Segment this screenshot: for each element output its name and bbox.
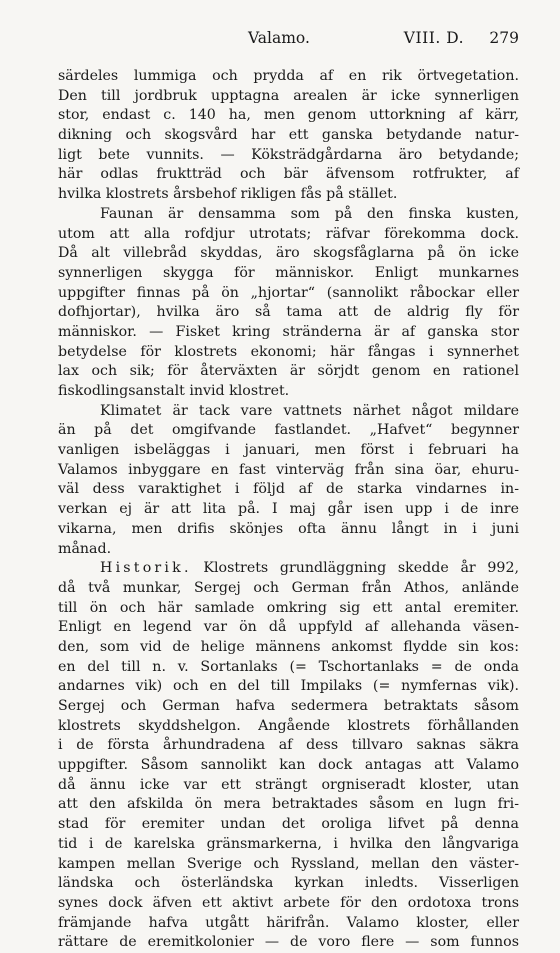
text-line: uppgifter. Såsom sannolikt kan dock antagas att Valamo — [58, 757, 519, 774]
text-line: lax och sik; för återväxten är sörjdt genom en rationel — [58, 363, 519, 380]
text-line: dikning och skogsvård har ett ganska betydande natur- — [58, 127, 519, 144]
text-line: månad. — [58, 540, 112, 557]
text-line: andarnes vik) och en del till Impilaks (= nymfernas vik). — [58, 678, 519, 695]
text-line: vikarna, men drifis skönjes ofta ännu långt in i juni — [58, 520, 519, 537]
text-line: till ön och här samlade omkring sig ett antal eremiter. — [58, 599, 519, 616]
text-line: verkan ej är att lita på. I maj går isen upp i de inre — [58, 501, 519, 518]
text-line: synnerligen skygga för människor. Enligt munkarnes — [58, 264, 519, 281]
text-line: ländska och österländska kyrkan inledts. Visserligen — [58, 875, 519, 892]
section-heading: Historik. — [100, 560, 192, 577]
text-line: kampen mellan Sverige och Ryssland, mellan den väster- — [58, 855, 519, 872]
text-line: ligt bete vunnits. — Köksträdgårdarna äro betydande; — [58, 146, 519, 163]
page-number: 279 — [489, 29, 519, 47]
text-line: den, som vid de helige männens ankomst flydde sin kos: — [58, 638, 519, 655]
text-line: Klimatet är tack vare vattnets närhet något mildare — [100, 402, 519, 419]
text-line: Sergej och German hafva sedermera betraktats såsom — [58, 698, 519, 714]
text-line: att den afskilda ön mera betraktades såsom en lugn fri- — [58, 796, 519, 813]
text-line: Då alt villebråd skyddas, äro skogsfåglarna på ön icke — [58, 245, 519, 262]
text-line: i de första århundradena af dess tillvaro saknas säkra — [58, 737, 519, 754]
text-line: Den till jordbruk upptagna arealen är icke synnerligen — [58, 87, 519, 104]
section-reference: VIII. D. — [403, 29, 464, 47]
text-line: då ännu icke var ett strängt orgniseradt kloster, utan — [58, 776, 519, 793]
text-line: väl dess varaktighet i följd af de starka vindarnes in- — [58, 481, 519, 498]
text-line: här odlas fruktträd och bär äfvensom rotfrukter, af — [58, 166, 519, 183]
text-line: än på det omgifvande fastlandet. „Hafvet“ begynner — [58, 422, 519, 439]
text-line: stor, endast c. 140 ha, men genom uttorkning af kärr, — [58, 107, 519, 124]
text-line-rest: Klostrets grundläggning skedde år 992, — [191, 560, 519, 577]
text-line: människor. — Fisket kring stränderna är af ganska stor — [58, 323, 519, 340]
text-line: hvilka klostrets årsbehof rikligen fås på stället. — [58, 186, 398, 203]
text-line: dofhjortar), hvilka äro så tama att de aldrig fly för — [58, 304, 519, 321]
text-line: stad för eremiter undan det oroliga lifvet på denna — [58, 816, 519, 833]
text-line: Faunan är densamma som på den finska kusten, — [100, 205, 519, 222]
text-line: Enligt en legend var ön då uppfyld af allehanda väsen- — [58, 619, 519, 636]
text-line: betydelse för klostrets ekonomi; här fångas i synnerhet — [58, 343, 519, 360]
text-line: vanligen isbeläggas i januari, men först i februari ha — [58, 442, 519, 459]
text-line: rättare de eremitkolonier — de voro flere — som funnos — [58, 934, 519, 951]
text-line: synes dock äfven ett aktivt arbete för den ordotoxa trons — [58, 894, 519, 911]
text-line — [58, 559, 519, 579]
body-text — [58, 67, 519, 953]
text-line: en del till n. v. Sortanlaks (= Tschortanlaks = de onda — [58, 658, 519, 675]
text-line: Valamos inbyggare en fast vinterväg från sina öar, ehuru- — [58, 461, 519, 478]
text-line: uppgifter finnas på ön „hjortar“ (sannolikt råbockar eller — [58, 284, 519, 301]
text-line: tid i de karelska gränsmarkerna, i hvilka den långvariga — [58, 835, 519, 852]
text-line: utom att alla rofdjur utrotats; räfvar förekomma dock. — [58, 225, 519, 242]
text-line: fiskodlingsanstalt invid klostret. — [58, 383, 290, 399]
text-line: klostrets skyddshelgon. Angående klostrets förhållanden — [58, 717, 519, 734]
text-line: särdeles lummiga och prydda af en rik örtvegetation. — [58, 68, 519, 84]
running-title: Valamo. — [248, 29, 310, 47]
text-line: då två munkar, Sergej och German från Athos, anlände — [58, 579, 519, 596]
text-line: främjande hafva utgått härifrån. Valamo kloster, eller — [58, 914, 519, 931]
